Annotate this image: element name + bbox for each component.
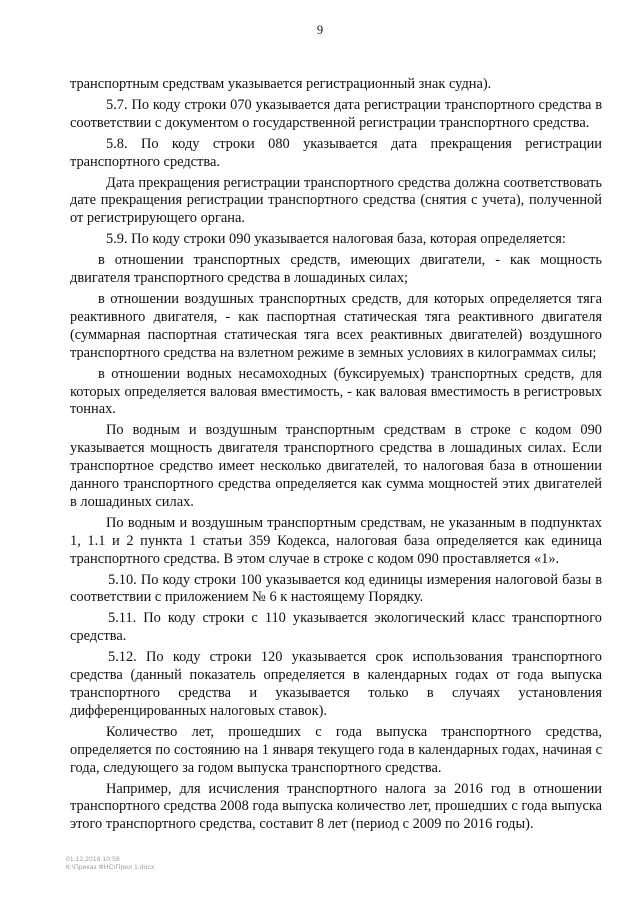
paragraph-engine-power: в отношении транспортных средств, имеющих двигатели, - как мощность двигателя транспортного средства в лошадиных силах; [70,252,602,287]
paragraph-deregistration-date: Дата прекращения регистрации транспортного средства должна соответствовать дате прекращения регистрации транспортного средства (снятия с учета), полученной от регистрирующего органа. [70,174,602,227]
paragraph-gross-tonnage: в отношении водных несамоходных (буксируемых) транспортных средств, для которых определяется валовая вместимость, - как валовая вместимость в регистровых тоннах. [70,365,602,418]
paragraph-5-9: 5.9. По коду строки 090 указывается налоговая база, которая определяется: [106,231,566,248]
document-footer [66,856,154,872]
paragraph-water-air-power: По водным и воздушным транспортным средствам в строке с кодом 090 указывается мощность двигателя транспортного средства в лошадиных силах. Если транспортное средство имеет несколько двигателей, то налоговая база в отношении данного транспортного средства определяется как сумма мощностей этих двигателей в лошадиных силах. [70,422,602,510]
paragraph-5-11: 5.11. По коду строки с 110 указывается экологический класс транспортного средства. [70,610,602,645]
paragraph-5-12: 5.12. По коду строки 120 указывается срок использования транспортного средства (данный показатель определяется в календарных годах от года выпуска транспортного средства и указывается только в случаях установления дифференцированных налоговых ставок). [70,649,602,719]
footer-timestamp: 01.12.2016 10:58 [66,856,120,863]
paragraph-example: Например, для исчисления транспортного налога за 2016 год в отношении транспортного средства 2008 года выпуска количество лет, прошедших с года выпуска этого транспортного средства, составит 8 лет (период с 2009 по 2016 годы). [70,780,602,833]
paragraph-5-8: 5.8. По коду строки 080 указывается дата прекращения регистрации транспортного средства. [70,135,602,170]
paragraph-5-7: 5.7. По коду строки 070 указывается дата регистрации транспортного средства в соответствии с документом о государственной регистрации транспортного средства. [70,96,602,131]
footer-file-path: К:\Приказ ФНС\Прил 1.docx [66,864,155,871]
document-body [70,76,602,837]
paragraph-jet-thrust: в отношении воздушных транспортных средств, для которых определяется тяга реактивного двигателя, - как паспортная статическая тяга реактивного двигателя (суммарная паспортная статическая тяга всех реактивных двигателей) воздушного транспортного средства на взлетном режиме в земных условиях в килограммах силы; [70,290,602,361]
page-number: 9 [316,23,324,37]
paragraph-continuation: транспортным средствам указывается регистрационный знак судна). [70,76,492,92]
paragraph-years-count: Количество лет, прошедших с года выпуска транспортного средства, определяется по состоянию на 1 января текущего года в календарных годах, начиная с года, следующего за годом выпуска транспортного средства. [70,723,602,776]
paragraph-5-10: 5.10. По коду строки 100 указывается код единицы измерения налоговой базы в соответствии с приложением № 6 к настоящему Порядку. [70,571,602,606]
paragraph-unit-base: По водным и воздушным транспортным средствам, не указанным в подпунктах 1, 1.1 и 2 пункта 1 статьи 359 Кодекса, налоговая база определяется как единица транспортного средства. В этом случае в строке с кодом 090 проставляется «1». [70,514,602,567]
